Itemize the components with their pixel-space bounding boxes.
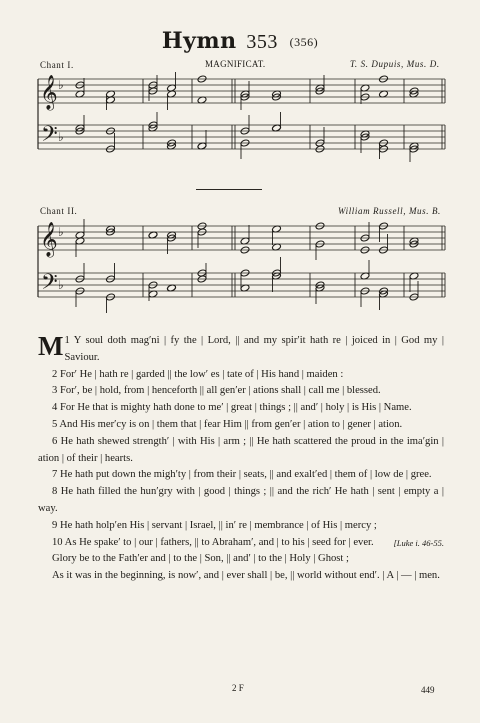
chant2-composer: William Russell, Mus. B. [338, 206, 441, 216]
verse-5 [38, 417, 444, 434]
verse-4 [38, 400, 444, 417]
page-number: 449 [421, 685, 435, 695]
verse-number: 9 [52, 519, 58, 531]
verse-number: 8 [52, 486, 58, 498]
verse-number: 7 [52, 469, 58, 481]
verse-text: For He that is mighty hath done to me′ | great | things ; || and′ | holy | is His | Name. [59, 402, 412, 414]
verse-text: For′, be | hold, from | henceforth || all gen′er | ations shall | call me | blessed. [59, 385, 381, 397]
verse-text: As He spake′ to | our | fathers, || to Abraham′, and | to his | seed for | ever. [64, 536, 374, 548]
verse-number: 1 [64, 335, 70, 346]
verse-text: For′ He | hath re | garded || the low′ es | tate of | His hand | maiden : [59, 368, 344, 380]
svg-text:♭: ♭ [58, 278, 64, 292]
chant2-label: Chant II. [40, 206, 78, 216]
svg-text:♭: ♭ [58, 78, 64, 92]
canticle-text [38, 333, 444, 585]
verse-9 [38, 518, 444, 535]
chant1-title: MAGNIFICAT. [205, 59, 266, 69]
chant1-composer: T. S. Dupuis, Mus. D. [350, 59, 440, 69]
verse-text: He hath filled the hun′gry with | good | things ; || and the rich′ He hath | sent | empty a | way. [38, 486, 444, 514]
hymn-word: Hymn [161, 28, 237, 54]
gloria-line-2: As it was in the beginning, is now′, and | ever shall | be, || world without end′. | A | — | men. [52, 570, 440, 582]
svg-text:𝄢: 𝄢 [41, 122, 58, 152]
verse-number: 4 [52, 402, 58, 414]
verse-8 [38, 484, 444, 518]
svg-text:♭: ♭ [58, 130, 64, 144]
chant1-label: Chant I. [40, 60, 74, 70]
alt-hymn-number: (356) [289, 35, 319, 49]
verse-3 [38, 383, 444, 400]
svg-text:𝄢: 𝄢 [41, 270, 58, 300]
verse-text: He hath holp′en His | servant | Israel, || in′ re | membrance | of His | mercy ; [59, 519, 377, 531]
verse-number: 5 [52, 418, 58, 430]
drop-cap: M [38, 331, 63, 361]
verse-number: 6 [52, 435, 58, 447]
verse-1 [38, 333, 444, 367]
verse-6 [38, 434, 444, 468]
verse-10 [38, 535, 444, 552]
verse-number: 10 [52, 536, 63, 548]
signature-mark: 2 F [232, 683, 244, 693]
svg-text:𝄞: 𝄞 [40, 222, 58, 257]
section-divider [196, 189, 262, 190]
verse-text: And His mer′cy is on | them that | fear Him || from gen′er | ation to | gener | ation. [59, 418, 403, 430]
chant2-score [38, 219, 445, 313]
gloria-line-1: Glory be to the Fath′er and | to the | Son, || and′ | to the | Holy | Ghost ; [52, 553, 349, 565]
verse-text: Y soul doth mag′ni | fy the | Lord, || and my spir′it hath re | joiced in | God my | Saviour. [64, 335, 444, 363]
verse-number: 3 [52, 385, 58, 397]
scripture-reference: [Luke i. 46-55. [393, 537, 444, 548]
verse-text: He hath shewed strength′ | with His | arm ; || He hath scattered the proud in the ima′gin | ation | of their | hearts. [38, 435, 444, 464]
verse-7 [38, 467, 444, 484]
verse-text: He hath put down the migh′ty | from their | seats, || and exalt′ed | them of | low de | gree. [59, 469, 432, 481]
verse-2 [38, 367, 444, 384]
chant1-score [38, 72, 445, 162]
hymn-number: 353 [246, 31, 278, 53]
svg-text:𝄞: 𝄞 [40, 75, 58, 110]
svg-text:♭: ♭ [58, 225, 64, 239]
verse-number: 2 [52, 368, 58, 380]
